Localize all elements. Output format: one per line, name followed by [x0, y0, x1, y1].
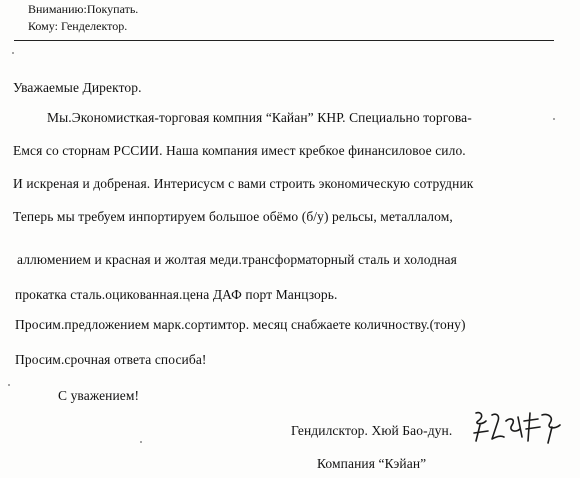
closing: С уважением! — [58, 388, 140, 403]
body-line-8: Просим.срочная ответа спосиба! — [15, 352, 207, 367]
signer-line: Гендилсктор. Хюй Бао-дун. — [291, 423, 453, 438]
body-line-6: прокатка сталь.оцикованная.цена ДАФ порт Манцзорь. — [15, 287, 338, 302]
body-line-3: И искреная и добреная. Интерисусм с вами строить экономическую сотрудник — [13, 176, 474, 191]
handwritten-signature — [470, 407, 568, 447]
company-line: Компания “Кэйан” — [317, 456, 427, 471]
body-line-2: Емся со сторнам РССИИ. Наша компания имест кребкое финансиловое сило. — [13, 143, 466, 158]
body-line-7: Просим.предложением марк.сортимтор. месяц снабжаете количноству.(тону) — [15, 317, 466, 332]
scan-speck — [8, 384, 10, 386]
scan-speck — [140, 441, 142, 443]
header-divider — [14, 40, 554, 41]
body-line-5: аллюмением и красная и жолтая меди.трансформаторный сталь и холодная — [17, 252, 457, 267]
salutation: Уважаемые Директор. — [13, 80, 142, 95]
attention-line: Вниманию:Покупать. — [28, 2, 139, 16]
recipient-line: Кому: Генделектор. — [28, 19, 128, 33]
scan-speck — [12, 52, 14, 54]
scan-speck — [553, 118, 555, 120]
body-line-4: Теперь мы требуем инпортируем большое обёмо (б/у) рельсы, металлалом, — [13, 209, 453, 224]
body-line-1: Мы.Экономисткая-торговая компния “Кайан” КНР. Специально торгова- — [47, 110, 472, 125]
